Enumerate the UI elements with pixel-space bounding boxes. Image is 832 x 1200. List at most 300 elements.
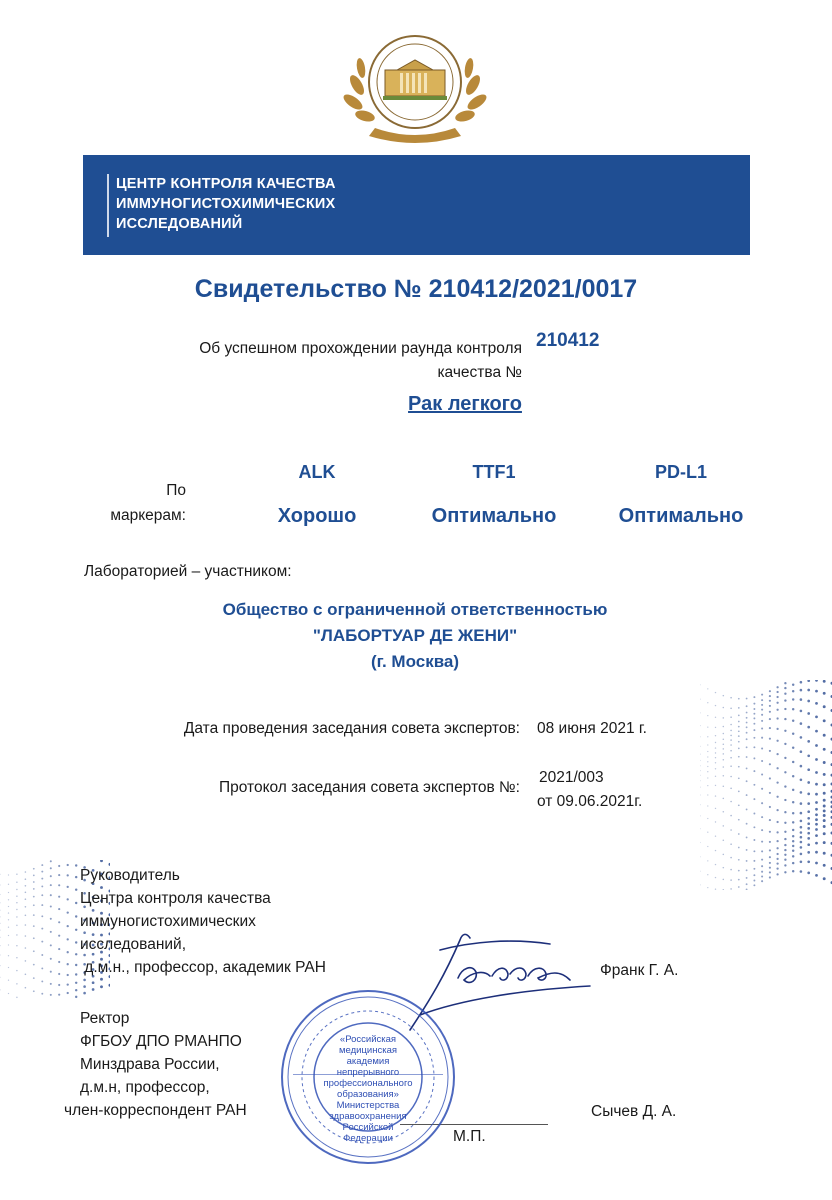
wave-dot <box>707 702 708 703</box>
wave-dot <box>67 938 69 940</box>
head-signatory-name: Франк Г. А. <box>600 962 679 979</box>
wave-dot <box>753 813 755 815</box>
wave-dot <box>707 874 708 875</box>
wave-dot <box>0 910 1 911</box>
wave-dot <box>730 724 732 726</box>
wave-dot <box>723 726 725 728</box>
wave-dot <box>50 918 52 920</box>
wave-dot <box>807 754 810 757</box>
wave-dot <box>41 894 43 896</box>
wave-dot <box>807 872 810 875</box>
wave-dot <box>792 862 794 864</box>
wave-dot <box>800 791 803 794</box>
wave-dot <box>807 689 810 692</box>
wave-dot <box>746 860 748 862</box>
topic-title: Рак легкого <box>408 393 522 415</box>
wave-dot <box>8 993 9 994</box>
wave-dot <box>730 744 732 746</box>
round-number: 210412 <box>536 330 600 351</box>
academy-emblem <box>335 30 495 145</box>
wave-dot <box>815 783 818 786</box>
wave-dot <box>730 707 732 709</box>
wave-dot <box>715 808 716 809</box>
round-label-line-2: качества № <box>437 364 522 381</box>
wave-dot <box>58 865 60 867</box>
wave-dot <box>75 953 77 955</box>
wave-dot <box>761 704 763 706</box>
wave-dot <box>33 977 35 979</box>
meeting-date-value: 08 июня 2021 г. <box>537 720 647 737</box>
wave-dot <box>753 723 755 725</box>
wave-dot <box>33 950 35 952</box>
wave-dot <box>823 705 826 708</box>
wave-dot <box>700 736 701 737</box>
wave-dot <box>746 726 748 728</box>
markers-label-line-2: маркерам: <box>110 507 186 524</box>
wave-dot <box>784 757 786 759</box>
wave-dot <box>707 805 708 806</box>
wave-dot <box>715 717 716 718</box>
wave-dot <box>83 985 86 988</box>
wave-dot <box>41 871 43 873</box>
wave-dot <box>746 794 748 796</box>
laboratory-name-line-1: Общество с ограниченной ответственностью <box>222 600 608 619</box>
wave-dot <box>723 775 725 777</box>
wave-dot <box>715 705 716 706</box>
wave-dot <box>738 741 740 743</box>
wave-dot <box>753 860 755 862</box>
wave-dot <box>723 739 725 741</box>
wave-dot <box>707 771 708 772</box>
wave-dot <box>753 798 755 800</box>
wave-dot <box>715 864 716 865</box>
wave-dot <box>815 690 818 693</box>
wave-dot <box>723 825 725 827</box>
wave-dot <box>723 879 725 881</box>
wave-dot <box>33 937 35 939</box>
wave-dot <box>67 898 69 900</box>
wave-dot <box>730 857 732 859</box>
wave-dot <box>33 914 35 916</box>
marker-ttf1 <box>409 462 579 528</box>
wave-dot <box>746 722 748 724</box>
wave-dot <box>753 868 755 870</box>
wave-dot <box>746 869 748 871</box>
wave-dot <box>746 705 748 707</box>
wave-dot <box>807 781 810 784</box>
wave-dot <box>25 898 27 900</box>
wave-dot <box>746 883 748 885</box>
wave-dot <box>16 997 17 998</box>
wave-dot <box>33 868 35 870</box>
wave-dot <box>92 981 95 984</box>
wave-dot <box>738 870 740 872</box>
wave-dot <box>769 856 771 858</box>
wave-dot <box>8 892 9 893</box>
wave-dot <box>715 776 716 777</box>
wave-dot <box>784 831 786 833</box>
wave-dot <box>0 937 1 938</box>
wave-dot <box>815 828 818 831</box>
certificate-title: Свидетельство № 210412/2021/0017 <box>194 275 638 303</box>
wave-dot <box>0 977 1 978</box>
wave-dot <box>41 967 43 969</box>
laboratory-name-line-2: "ЛАБОРТУАР ДЕ ЖЕНИ" <box>312 626 518 645</box>
wave-dot <box>738 847 740 849</box>
wave-dot <box>800 710 803 713</box>
wave-dot <box>823 792 826 795</box>
wave-dot <box>50 994 52 996</box>
wave-dot <box>723 786 725 788</box>
wave-dot <box>67 925 69 927</box>
wave-dot <box>815 813 818 816</box>
wave-dot <box>769 700 771 702</box>
wave-dot <box>753 703 755 705</box>
official-stamp <box>279 988 457 1166</box>
wave-dot <box>746 808 748 810</box>
marker-name: PD-L1 <box>654 462 707 482</box>
wave-dot <box>707 688 708 689</box>
wave-dot <box>8 919 9 920</box>
wave-dot <box>16 889 17 890</box>
rector-title-line: д.м.н, профессор, <box>80 1079 210 1096</box>
wave-dot <box>761 727 763 729</box>
wave-dot <box>707 832 708 833</box>
wave-dot <box>700 842 701 843</box>
marker-pd-l1 <box>596 462 766 528</box>
head-title-line: Руководитель <box>80 867 180 884</box>
wave-dot <box>738 859 740 861</box>
wave-dot <box>75 888 77 890</box>
wave-dot <box>16 895 17 896</box>
wave-dot <box>769 750 771 752</box>
wave-dot <box>776 809 778 811</box>
wave-dot <box>715 727 716 728</box>
wave-dot <box>784 838 786 840</box>
rector-signatory-title <box>64 1007 247 1122</box>
wave-dot <box>730 765 732 767</box>
wave-dot <box>33 896 35 898</box>
wave-dot <box>16 970 17 971</box>
wave-dot <box>41 904 43 906</box>
markers-label-line-1: По <box>166 482 186 499</box>
wave-dot <box>700 884 701 885</box>
wave-dot <box>707 794 708 795</box>
wave-dot <box>730 739 732 741</box>
wave-dot <box>25 906 27 908</box>
wave-dot <box>815 744 818 747</box>
wave-dot <box>776 858 778 860</box>
wave-dot <box>776 696 778 698</box>
wave-dot <box>792 720 794 722</box>
wave-dot <box>800 861 803 864</box>
wave-dot <box>815 862 818 865</box>
wave-dot <box>815 801 818 804</box>
wave-dot <box>738 698 740 700</box>
wave-dot <box>753 884 755 886</box>
wave-dot <box>715 850 716 851</box>
wave-dot <box>800 846 803 849</box>
wave-dot <box>761 880 763 882</box>
wave-dot <box>815 771 818 774</box>
wave-dot <box>25 871 27 873</box>
wave-dot <box>746 836 748 838</box>
wave-dot <box>776 840 778 842</box>
wave-dot <box>776 691 778 693</box>
protocol-label: Протокол заседания совета экспертов №: <box>218 779 520 796</box>
wave-dot <box>823 719 826 722</box>
wave-dot <box>738 804 740 806</box>
wave-dot <box>807 810 810 813</box>
wave-dot <box>25 891 27 893</box>
wave-dot <box>800 689 803 692</box>
wave-dot <box>738 819 740 821</box>
wave-dot <box>8 944 9 945</box>
wave-dot <box>67 874 69 876</box>
wave-dot <box>769 792 771 794</box>
wave-dot <box>738 756 740 758</box>
wave-dot <box>807 851 810 854</box>
wave-dot <box>58 921 60 923</box>
wave-dot <box>800 831 803 834</box>
wave-dot <box>700 794 701 795</box>
wave-dot <box>753 850 755 852</box>
wave-dot <box>0 902 1 903</box>
wave-dot <box>738 707 740 709</box>
wave-dot <box>75 996 77 998</box>
wave-dot <box>700 775 701 776</box>
wave-dot <box>730 776 732 778</box>
wave-dot <box>800 681 803 684</box>
wave-dot <box>715 835 716 836</box>
wave-dot <box>784 785 786 787</box>
wave-dot <box>730 787 732 789</box>
laboratory-name <box>100 597 730 675</box>
wave-dot <box>753 708 755 710</box>
wave-dot <box>700 760 701 761</box>
wave-dot <box>41 915 43 917</box>
wave-dot <box>823 680 826 683</box>
wave-dot <box>16 909 17 910</box>
wave-dot <box>800 812 803 815</box>
wave-dot <box>700 770 701 771</box>
wave-dot <box>16 934 17 935</box>
wave-dot <box>707 766 708 767</box>
wave-dot <box>815 702 818 705</box>
wave-dot <box>58 984 60 986</box>
wave-dot <box>761 802 763 804</box>
wave-dot <box>723 717 725 719</box>
wave-dot <box>707 744 708 745</box>
wave-dot <box>792 855 794 857</box>
wave-dot <box>33 964 35 966</box>
wave-dot <box>769 777 771 779</box>
wave-dot <box>738 726 740 728</box>
wave-dot <box>75 964 77 966</box>
wave-dot <box>8 955 9 956</box>
wave-dot <box>25 924 27 926</box>
wave-dot <box>715 888 716 889</box>
wave-dot <box>700 754 701 755</box>
wave-dot <box>25 935 27 937</box>
wave-dot <box>67 974 69 976</box>
wave-dot <box>700 871 701 872</box>
wave-dot <box>738 730 740 732</box>
wave-dot <box>41 878 43 880</box>
wave-dot <box>715 735 716 736</box>
wave-dot <box>715 762 716 763</box>
wave-dot <box>723 748 725 750</box>
wave-dot <box>738 748 740 750</box>
wave-dot <box>761 829 763 831</box>
wave-dot <box>807 700 810 703</box>
wave-dot <box>738 886 740 888</box>
head-signatory-title <box>80 864 326 979</box>
wave-dot <box>8 912 9 913</box>
wave-dot <box>761 720 763 722</box>
wave-dot <box>792 870 794 872</box>
wave-dot <box>707 761 708 762</box>
wave-dot <box>761 788 763 790</box>
wave-dot <box>746 756 748 758</box>
wave-dot <box>700 856 701 857</box>
wave-dot <box>784 693 786 695</box>
wave-dot <box>792 732 794 734</box>
wave-dot <box>823 864 826 867</box>
wave-dot <box>746 877 748 879</box>
wave-dot <box>746 746 748 748</box>
banner-divider <box>107 174 109 237</box>
wave-dot <box>715 742 716 743</box>
wave-dot <box>792 850 794 852</box>
marker-name: ALK <box>298 462 336 482</box>
wave-dot <box>800 853 803 856</box>
wave-dot <box>761 865 763 867</box>
wave-dot <box>715 821 716 822</box>
wave-dot <box>776 709 778 711</box>
wave-dot <box>746 780 748 782</box>
wave-dot <box>730 716 732 718</box>
wave-dot <box>730 757 732 759</box>
wave-dot <box>784 799 786 801</box>
wave-dot <box>807 822 810 825</box>
wave-dot <box>753 746 755 748</box>
wave-dot <box>75 864 77 866</box>
wave-dot <box>67 886 69 888</box>
wave-dot <box>807 712 810 715</box>
wave-dot <box>707 887 708 888</box>
rector-title-line: ФГБОУ ДПО РМАНПО <box>80 1033 242 1050</box>
wave-dot <box>800 736 803 739</box>
wave-dot <box>700 787 701 788</box>
wave-dot <box>738 879 740 881</box>
wave-dot <box>8 967 9 968</box>
wave-dot <box>700 699 701 700</box>
wave-dot <box>815 730 818 733</box>
wave-dot <box>807 802 810 805</box>
wave-dot <box>753 874 755 876</box>
wave-dot <box>58 948 60 950</box>
wave-dot <box>723 840 725 842</box>
wave-dot <box>746 849 748 851</box>
wave-dot <box>700 725 701 726</box>
wave-dot <box>784 854 786 856</box>
head-title-line: иммуногистохимических <box>80 913 256 930</box>
wave-dot <box>761 850 763 852</box>
wave-dot <box>761 875 763 877</box>
wave-dot <box>730 750 732 752</box>
wave-dot <box>50 867 52 869</box>
wave-dot <box>776 767 778 769</box>
wave-dot <box>0 884 1 885</box>
wave-dot <box>700 684 701 685</box>
wave-dot <box>769 862 771 864</box>
wave-dot <box>100 985 103 988</box>
wave-dot <box>761 871 763 873</box>
wave-dot <box>0 874 1 875</box>
wave-dot <box>823 852 826 855</box>
wave-dot <box>715 757 716 758</box>
wave-dot <box>776 702 778 704</box>
wave-dot <box>700 780 701 781</box>
wave-dot <box>784 771 786 773</box>
wave-dot <box>33 904 35 906</box>
wave-dot <box>83 992 86 995</box>
wave-dot <box>50 944 52 946</box>
rector-title-line: член-корреспондент РАН <box>64 1102 247 1119</box>
wave-dot <box>761 694 763 696</box>
wave-dot <box>776 821 778 823</box>
wave-dot <box>761 709 763 711</box>
wave-dot <box>723 753 725 755</box>
wave-dot <box>769 876 771 878</box>
wave-dot <box>746 767 748 769</box>
wave-dot <box>75 982 77 984</box>
wave-dot <box>746 717 748 719</box>
wave-dot <box>769 819 771 821</box>
wave-dot <box>730 888 732 890</box>
banner-line-3: ИССЛЕДОВАНИЙ <box>116 216 243 232</box>
wave-dot <box>753 737 755 739</box>
wave-dot <box>792 821 794 823</box>
wave-dot <box>723 798 725 800</box>
wave-dot <box>730 829 732 831</box>
wave-dot <box>50 905 52 907</box>
wave-dot <box>33 990 35 992</box>
wave-dot <box>769 867 771 869</box>
wave-dot <box>715 795 716 796</box>
wave-dot <box>807 860 810 863</box>
wave-dot <box>100 860 103 862</box>
wave-dot <box>50 983 52 985</box>
wave-dot <box>707 736 708 737</box>
wave-dot <box>16 983 17 984</box>
markers-label <box>90 478 186 528</box>
wave-dot <box>800 802 803 805</box>
wave-dot <box>50 931 52 933</box>
wave-dot <box>792 690 794 692</box>
wave-dot <box>707 777 708 778</box>
wave-dot <box>0 989 1 990</box>
wave-dot <box>0 916 1 917</box>
wave-dot <box>75 929 77 931</box>
wave-dot <box>800 722 803 725</box>
wave-dot <box>707 715 708 716</box>
wave-dot <box>761 747 763 749</box>
wave-dot <box>823 761 826 764</box>
wave-dot <box>823 734 826 737</box>
wave-dot <box>807 768 810 771</box>
